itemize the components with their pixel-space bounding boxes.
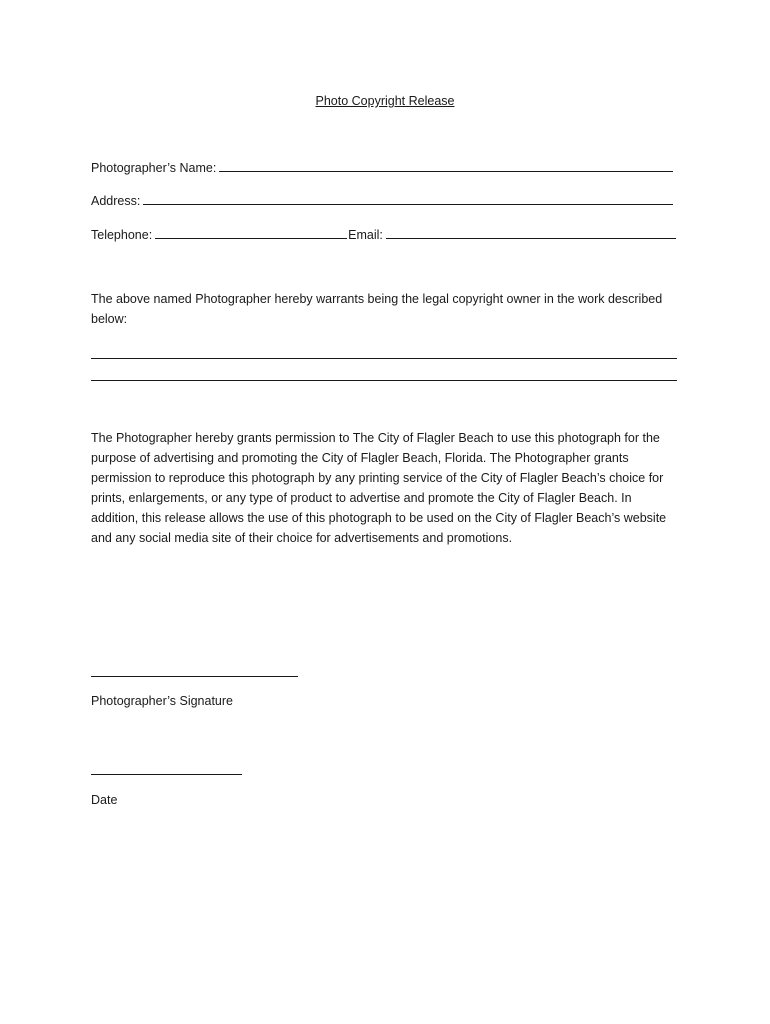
signature-label: Photographer’s Signature	[91, 694, 233, 708]
date-label: Date	[91, 793, 118, 807]
photographer-name-field[interactable]	[219, 160, 673, 172]
warranty-paragraph: The above named Photographer hereby warrants being the legal copyright owner in the work described below:	[91, 292, 663, 326]
address-label: Address:	[91, 194, 141, 208]
contact-row	[91, 227, 676, 242]
photographer-name-label: Photographer’s Name:	[91, 161, 217, 175]
email-field[interactable]	[386, 227, 676, 239]
work-description-line-2[interactable]	[91, 380, 677, 381]
signature-line[interactable]	[91, 676, 298, 677]
email-label: Email:	[348, 228, 383, 242]
telephone-field[interactable]	[155, 227, 347, 239]
telephone-label: Telephone:	[91, 228, 153, 242]
address-field[interactable]	[143, 193, 673, 205]
permission-paragraph: The Photographer hereby grants permission to The City of Flagler Beach to use this photograph for the purpose of advertising and promoting the City of Flagler Beach, Florida. The Photographer grants permission to reproduce this photograph by any printing service of the City of Flagler Beach’s choice for prints, enlargements, or any type of product to advertise and promote the City of Flagler Beach. In addition, this release allows the use of this photograph to be used on the City of Flagler Beach’s website and any social media site of their choice for advertisements and promotions.	[91, 431, 667, 545]
work-description-line-1[interactable]	[91, 358, 677, 359]
document-title: Photo Copyright Release	[315, 94, 455, 108]
photographer-name-row	[91, 160, 673, 175]
address-row	[91, 193, 673, 208]
date-line[interactable]	[91, 774, 242, 775]
